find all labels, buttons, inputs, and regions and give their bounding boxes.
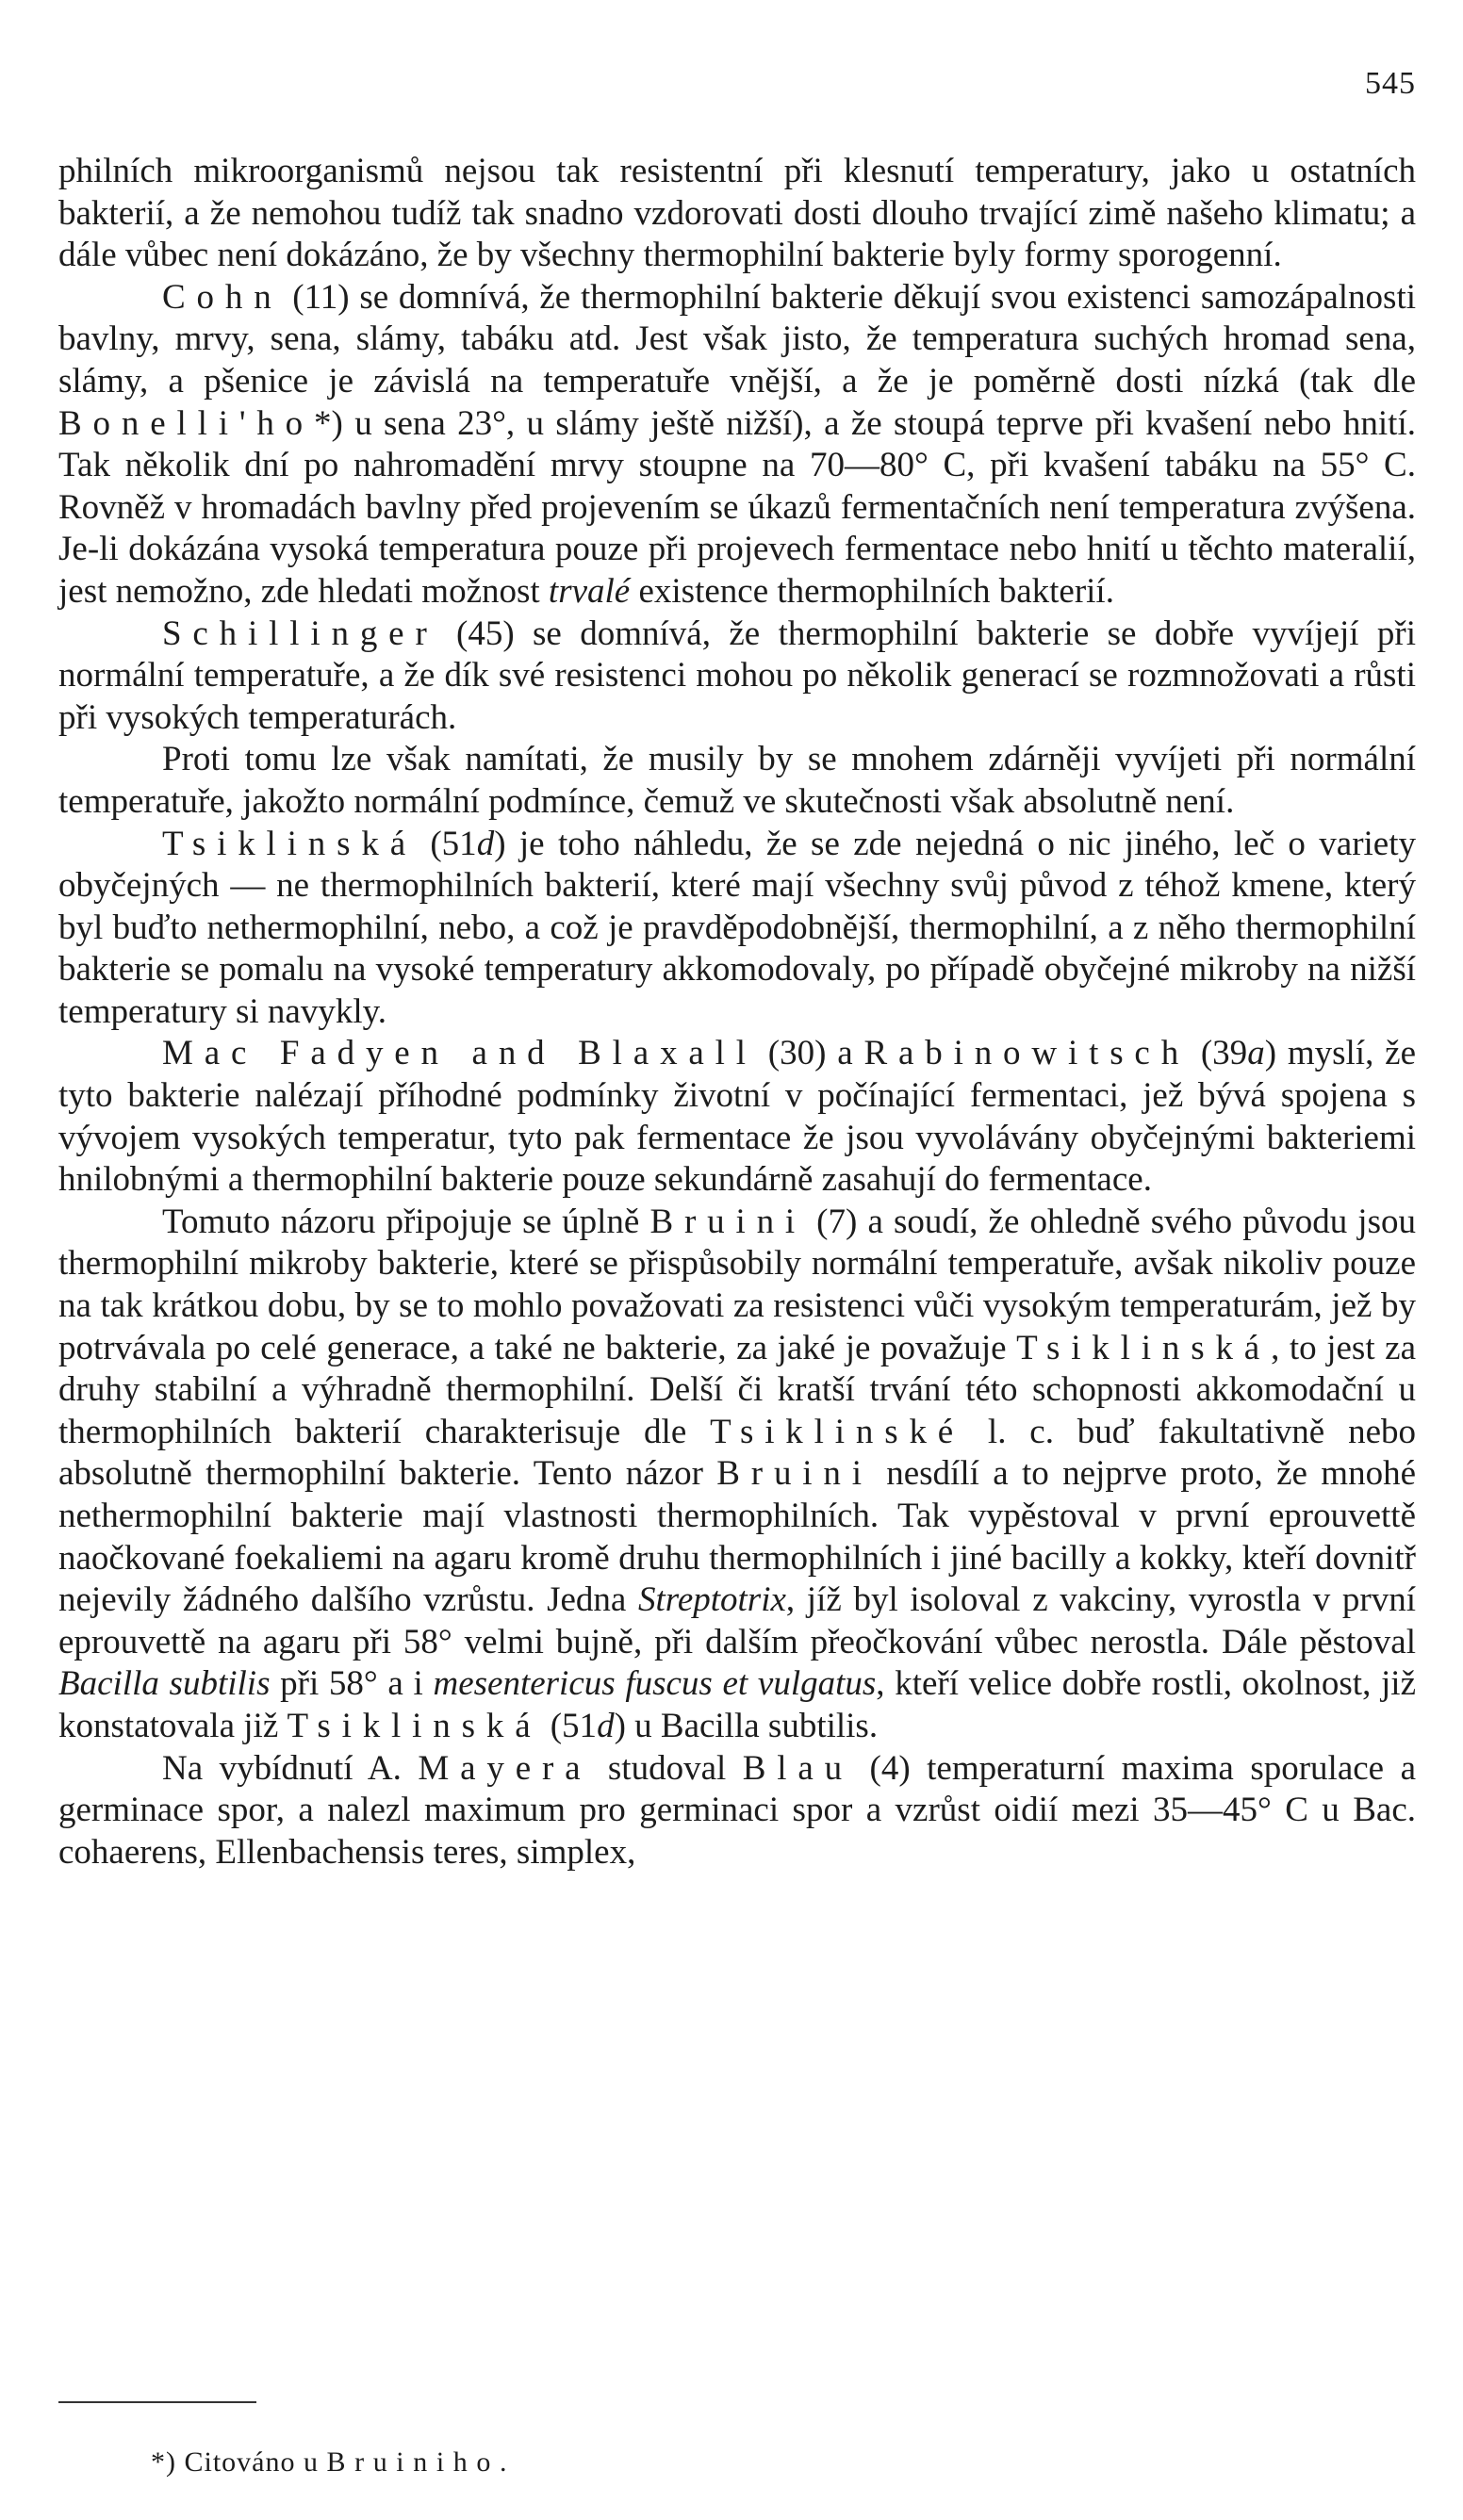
paragraph xyxy=(58,1033,1416,1201)
text-run: philních mikroorganismů nejsou tak resistentní při klesnutí temperatury, jako u ostatních bakterií, a že nemohou tudíž tak snadno vzdorovati dosti dlouho trvající zimě našeho klimatu; a dále vůbec není dokázáno, že by všechny thermophilní bakterie byly formy sporogenní. xyxy=(58,152,1416,275)
paragraph xyxy=(58,1748,1416,1874)
italic-text: trvalé xyxy=(548,571,631,611)
author-name: Blau xyxy=(742,1748,854,1788)
text-run: existence thermophilních bakterií. xyxy=(630,571,1114,611)
footnote-text: Citováno u xyxy=(184,2446,319,2478)
paragraph xyxy=(58,824,1416,1034)
text-run: *) u sena 23°, u slámy ještě nižší), a že stoupá teprve při kvašení nebo hnití. Tak několik dní po nahromadění mrvy stoupne na 70—80° C, při kvašení tabáku na 55° C. Rovněž v hromadách bavlny před projevením se úkazů fermentačních není temperatura zvýšena. Je-li dokázána vysoká temperatura pouze při projevech fermentace nebo hnití u těchto materalií, jest nemožno, zde hledati možnost xyxy=(58,403,1416,611)
footnote-name: Bruiniho. xyxy=(326,2446,517,2478)
footnote-rule xyxy=(58,2401,256,2403)
paragraph xyxy=(58,151,1416,277)
paragraph xyxy=(58,739,1416,823)
body-text xyxy=(58,151,1416,1874)
text-run: při 58° a i xyxy=(270,1664,434,1704)
author-name: Rabinowitsch xyxy=(863,1034,1191,1073)
page-number: 545 xyxy=(1365,66,1416,101)
text-run: ) myslí, že tyto bakterie nalézají příhodné podmínky životní v počínající fermentaci, jež bývá spojena s vývojem vysokých temperatur, tyto pak fermentace že jsou vyvolávány obyčejnými bakteriemi hnilobnými a thermophilní bakterie pouze sekundárně zasahují do fermentace. xyxy=(58,1034,1416,1200)
footnote xyxy=(151,2446,516,2479)
text-run: (7) a soudí, že ohledně svého původu jsou thermophilní mikroby bakterie, které se přispůsobily normální temperatuře, avšak nikoliv pouze na tak krátkou dobu, by se to mohlo považovati za resistenci vůči vysokým temperaturám, jež by potrvávala po celé generace, a také ne bakterie, za jaké je považuje xyxy=(58,1202,1416,1367)
text-run: Tomuto názoru připojuje se úplně xyxy=(162,1202,650,1241)
text-run: (45) se domnívá, že thermophilní bakterie se dobře vyvíjejí při normální temperatuře, a že dík své resistenci mohou po několik generací se rozmnožovati a růsti při vysokých temperaturách. xyxy=(58,614,1416,737)
author-name: Bruini xyxy=(649,1202,807,1241)
italic-text: Bacilla subtilis xyxy=(58,1664,271,1704)
text-run: , to jest za druhy stabilní a výhradně thermophilní. Delší či kratší trvání této schopnosti akkomodační u thermophilních bakterií charakterisuje dle xyxy=(58,1328,1416,1451)
author-name: Bonelli'ho xyxy=(58,403,315,443)
text-run: Proti tomu lze však namítati, že musily by se mnohem zdárněji vyvíjeti při normální temperatuře, jakožto normální podmínce, čemuž ve skutečnosti však absolutně není. xyxy=(58,740,1416,821)
text-run: (51 xyxy=(541,1706,598,1745)
text-run: nesdílí a to nejprve proto, že mnohé nethermophilní bakterie mají vlastnosti thermophilních. Tak vypěstoval v první eprouvettě naočkované foekaliemi na agaru kromě druhu thermophilních i jiné bacilly a kokky, kteří dovnitř nejevily žádného dalšího vzrůstu. Jedna xyxy=(58,1454,1416,1620)
author-name: Cohn xyxy=(162,277,283,317)
text-run: (51 xyxy=(416,824,477,863)
italic-text: d xyxy=(597,1706,615,1745)
author-name: Tsiklinská xyxy=(162,824,417,863)
text-run: ) je toho náhledu, že se zde nejedná o nic jiného, leč o variety obyčejných — ne thermophilních bakterií, které mají všechny svůj původ z téhož kmene, který byl buďto nethermophilní, nebo, a což je pravděpodobnější, thermophilní, a z něho thermophilní bakterie se pomalu na vysoké temperatury akkomodovaly, po případě obyčejné mikroby na nižší temperatury si navykly. xyxy=(58,824,1416,1031)
text-run: , kteří velice dobře rostli, okolnost, již konstatovala již xyxy=(58,1664,1416,1745)
paragraph xyxy=(58,277,1416,614)
text-run: l. c. buď fakultativně nebo absolutně thermophilní bakterie. Tento názor xyxy=(58,1412,1416,1494)
text-run: Na vybídnutí A. xyxy=(162,1748,419,1788)
italic-text: Streptotrix xyxy=(638,1580,786,1620)
italic-text: mesentericus fuscus et vulgatus xyxy=(433,1664,877,1704)
author-name: Tsiklinská xyxy=(1016,1328,1272,1367)
paragraph xyxy=(58,614,1416,740)
author-name: Mayera xyxy=(418,1748,592,1788)
italic-text: a xyxy=(1247,1034,1265,1073)
author-name: Schillinger xyxy=(162,614,438,653)
author-name: Mac Fadyen and Blaxall xyxy=(162,1034,757,1073)
author-name: Bruini xyxy=(716,1454,873,1494)
text-run: (4) temperaturní maxima sporulace a germinace spor, a nalezl maximum pro germinaci spor a vzrůst oidií mezi 35—45° C u Bac. cohaerens, Ellenbachensis teres, simplex, xyxy=(58,1748,1416,1872)
text-run: (11) se domnívá, že thermophilní bakterie děkují svou existenci samozápalnosti bavlny, mrvy, sena, slámy, tabáku atd. Jest však jisto, že temperatura suchých hromad sena, slámy, a pšenice je závislá na temperatuře vnější, a že je poměrně dosti nízká (tak dle xyxy=(58,277,1416,401)
author-name: Tsiklinská xyxy=(287,1706,542,1745)
text-run: , jíž byl isoloval z vakciny, vyrostla v první eprouvettě na agaru při 58° velmi bujně, při dalším přeočkování vůbec nerostla. Dále pěstoval xyxy=(58,1580,1416,1661)
author-name: Tsiklinské xyxy=(710,1412,965,1451)
text-run: studoval xyxy=(591,1748,743,1788)
footnote-marker: *) xyxy=(151,2446,176,2478)
text-run: (39 xyxy=(1190,1034,1248,1073)
text-run: ) u Bacilla subtilis. xyxy=(614,1706,879,1745)
paragraph xyxy=(58,1202,1416,1748)
italic-text: d xyxy=(476,824,495,863)
text-run: (30) a xyxy=(756,1034,864,1073)
